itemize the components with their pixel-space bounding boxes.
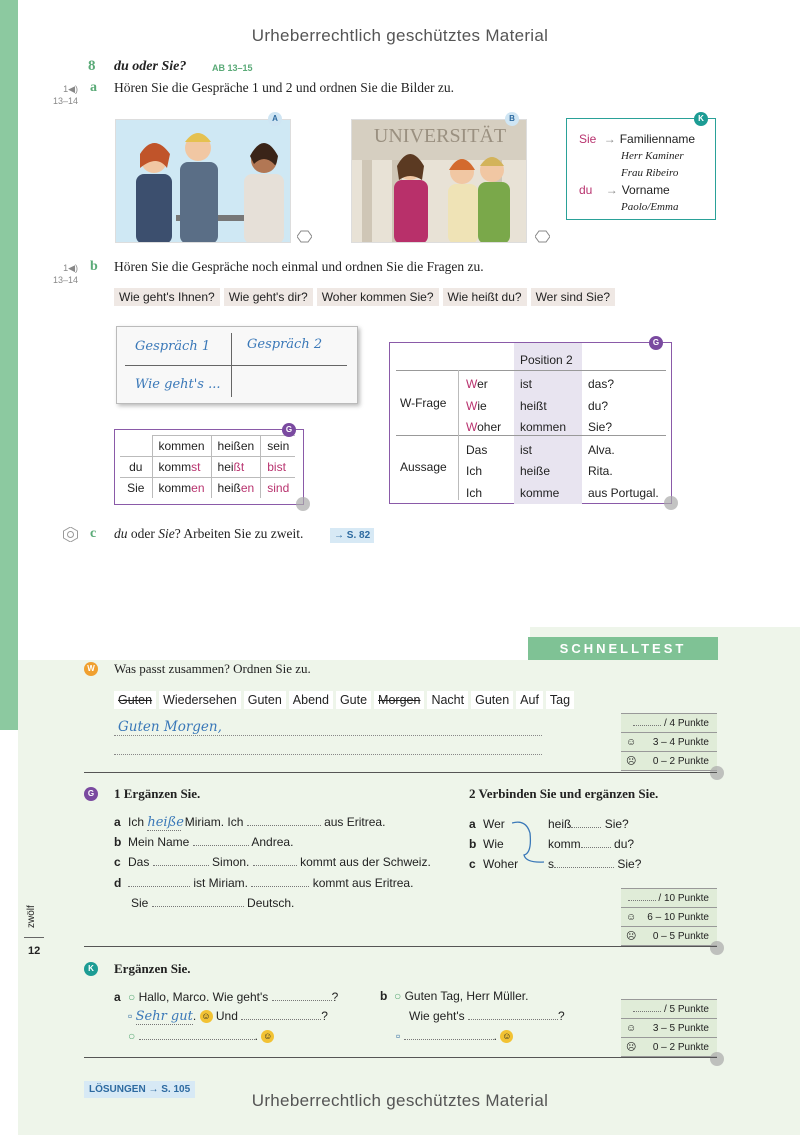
conj-ending: en [240, 481, 255, 495]
instruction-b: Hören Sie die Gespräche noch einmal und ordnen Sie die Fragen zu. [114, 259, 484, 274]
question-chip[interactable]: Wer sind Sie? [531, 288, 615, 306]
blank[interactable] [253, 854, 297, 866]
solutions-link[interactable]: LÖSUNGEN → S. 105 [84, 1081, 195, 1098]
gram-rest: Rita. [588, 464, 613, 478]
divider [84, 1057, 717, 1058]
wfrage-word: ie [477, 398, 487, 413]
gram-a: Das [466, 442, 488, 457]
divider [84, 946, 717, 947]
gram-rest: Alva. [588, 442, 615, 457]
gram-verb: ist [520, 377, 532, 391]
blue-square-icon: ▫ [128, 1009, 133, 1023]
g-badge: G [649, 336, 663, 350]
gram-a: Ich [466, 485, 483, 500]
conj-pronoun: du [120, 457, 152, 478]
gram-verb: heißt [520, 398, 547, 413]
audio-track-number: 13–14 [52, 275, 78, 285]
du-word: du [114, 526, 128, 541]
sie-label: Sie [579, 132, 597, 146]
conj-head: sein [261, 436, 296, 457]
arrow-icon: → [605, 183, 618, 197]
audio-track-b[interactable] [38, 262, 78, 286]
smile-icon: ☺ [626, 737, 637, 748]
conj-form: sind [261, 478, 296, 499]
conj-pronoun: Sie [120, 478, 152, 499]
k-a-line1: a ○ Hallo, Marco. Wie geht's ? [114, 990, 339, 1004]
g-task2-title: 2 Verbinden Sie und ergänzen Sie. [469, 786, 659, 801]
g1-row-d: d ist Miriam. kommt aus Eritrea. [114, 876, 414, 890]
k-task-title: Ergänzen Sie. [114, 961, 191, 976]
word-chip[interactable]: Abend [289, 691, 333, 709]
gram-rest: Sie? [588, 420, 613, 434]
word-chip[interactable]: Gute [336, 691, 371, 709]
smile-icon: ☺ [626, 1023, 637, 1034]
score-bad: ☹ 0 – 2 Punkte [621, 752, 717, 771]
gram-col-a [466, 374, 501, 504]
question-chip[interactable]: Wie heißt du? [443, 288, 527, 306]
wfrage-word: oher [477, 420, 502, 434]
handwritten-answer: heiße [147, 815, 184, 830]
audio-track-number: 13–14 [52, 96, 78, 106]
w-badge: W [84, 662, 98, 676]
blank[interactable] [152, 895, 244, 907]
word-chip[interactable]: Guten [114, 691, 156, 709]
zoom-icon[interactable] [710, 1052, 724, 1066]
zoom-icon[interactable] [710, 766, 724, 780]
conj-stem: komm [158, 460, 192, 474]
smile-icon: ☺ [263, 1031, 273, 1042]
divider [84, 772, 717, 773]
conj-ending: st [191, 460, 201, 474]
wfrage-word: er [477, 377, 488, 391]
question-chips [114, 288, 619, 306]
score-box-1 [621, 713, 717, 771]
pair-work-icon [63, 527, 78, 542]
audio-icon-label: 1◀) [63, 84, 78, 94]
audio-icon-label: 1◀) [63, 263, 78, 273]
word-chip[interactable]: Guten [471, 691, 513, 709]
gram-verb: ist [520, 442, 532, 457]
du-label: du [579, 183, 593, 197]
g2-left-col: a Wer b Wie c Woher [469, 817, 519, 871]
answer-hexagon-a[interactable] [297, 230, 312, 243]
position2-label: Position 2 [520, 353, 573, 367]
conjugation-box [114, 429, 304, 505]
university-sign: UNIVERSITÄT [373, 125, 507, 147]
g1-row-e: Sie Deutsch. [131, 896, 295, 910]
gram-col-c [588, 374, 659, 504]
note-entry: Wie geht's ... [135, 377, 221, 392]
g1-row-b: b Mein Name Andrea. [114, 835, 294, 849]
g1-row-a: a Ich heiße Miriam. Ich aus Eritrea. [114, 815, 386, 830]
note-card [116, 326, 358, 404]
page-number: 12 [28, 945, 41, 957]
sub-letter-b: b [90, 259, 98, 274]
picture-b [351, 119, 527, 243]
k-badge: K [694, 112, 708, 126]
sie-word: Sie [158, 526, 175, 541]
word-chip[interactable]: Auf [516, 691, 543, 709]
gram-verb: kommen [520, 420, 567, 434]
word-chip[interactable]: Tag [546, 691, 574, 709]
green-bullet-icon: ○ [394, 989, 402, 1003]
schnelltest-header: SCHNELLTEST [528, 637, 718, 660]
gram-rest: das? [588, 377, 615, 391]
w-initial: W [466, 377, 478, 391]
blank[interactable] [247, 814, 321, 826]
score-good: ☺ 3 – 4 Punkte [621, 733, 717, 752]
page-word: zwölf [26, 905, 37, 928]
blue-square-icon: ▫ [396, 1029, 401, 1043]
sub-letter-a: a [90, 80, 97, 95]
word-chip[interactable]: Morgen [374, 691, 424, 709]
score-good: ☺ 3 – 5 Punkte [621, 1019, 717, 1038]
g-badge: G [282, 423, 296, 437]
word-chip[interactable]: Guten [244, 691, 286, 709]
du-example: Paolo/Emma [621, 201, 679, 213]
w-initial: W [466, 398, 478, 413]
exercise-number: 8 [88, 58, 96, 74]
wfrage-label: W-Frage [400, 396, 447, 410]
blank[interactable] [193, 834, 249, 846]
page-ref-link[interactable]: → S. 82 [330, 528, 374, 543]
conj-stem: komm [158, 481, 192, 495]
watermark-bottom: Urheberrechtlich geschütztes Material [251, 1091, 549, 1110]
handwritten-answer: Guten Morgen, [118, 719, 222, 735]
question-chip[interactable]: Woher kommen Sie? [317, 288, 439, 306]
conj-stem: heiß [217, 481, 241, 495]
answer-line[interactable] [114, 735, 542, 736]
word-chip[interactable]: Wiedersehen [159, 691, 241, 709]
gram-rest: du? [588, 398, 609, 413]
k-b-line2: Wie geht's ? [409, 1009, 565, 1023]
g1-row-c: c Das Simon. kommt aus der Schweiz. [114, 855, 431, 869]
note-col1: Gespräch 1 [135, 339, 211, 354]
score-total: / 5 Punkte [621, 1000, 717, 1019]
blank[interactable] [251, 875, 309, 887]
g-task1-title: 1 Ergänzen Sie. [114, 786, 201, 801]
conj-stem: hei [217, 460, 234, 474]
sie-example-1: Herr Kaminer [621, 150, 684, 162]
picture-b-badge: B [505, 112, 519, 126]
watermark-top: Urheberrechtlich geschütztes Material [251, 26, 549, 45]
gram-verb: komme [520, 485, 560, 500]
gram-rest: aus Portugal. [588, 485, 659, 500]
word-chip[interactable]: Nacht [427, 691, 468, 709]
green-bullet-icon: ○ [128, 990, 136, 1004]
panel-cutout [18, 627, 530, 660]
g2-right-col: heiß Sie? komm du? s Sie? [548, 817, 642, 871]
neutral-face-icon: ☹ [626, 931, 637, 942]
audio-track-a[interactable] [38, 83, 78, 107]
gram-a: Ich [466, 464, 483, 478]
zoom-icon[interactable] [664, 496, 678, 510]
conj-ending: ßt [233, 460, 245, 474]
instruction-w: Was passt zusammen? Ordnen Sie zu. [114, 661, 311, 676]
note-col2: Gespräch 2 [247, 337, 323, 352]
zoom-icon[interactable] [296, 497, 310, 511]
neutral-face-icon: ☹ [626, 756, 637, 767]
aussage-label: Aussage [400, 460, 447, 474]
grammar-box [389, 342, 672, 504]
instruction-a: Hören Sie die Gespräche 1 und 2 und ordnen Sie die Bilder zu. [114, 80, 455, 95]
k-badge: K [84, 962, 98, 976]
score-box-3 [621, 999, 717, 1057]
score-total: / 10 Punkte [621, 889, 717, 908]
score-total: / 4 Punkte [621, 714, 717, 733]
instruction-rest: ? Arbeiten Sie zu zweit. [174, 526, 304, 541]
blank[interactable] [128, 875, 190, 887]
score-box-2 [621, 888, 717, 946]
picture-a-badge: A [268, 112, 282, 126]
smile-icon: ☺ [502, 1031, 512, 1042]
workbook-ref[interactable]: AB 13–15 [212, 63, 253, 73]
smile-icon: ☺ [626, 912, 637, 923]
instruction-c [114, 526, 303, 542]
score-bad: ☹ 0 – 5 Punkte [621, 927, 717, 946]
handwritten-answer: Sehr gut [135, 1009, 193, 1024]
oder-word: oder [127, 526, 159, 541]
connecting-line [512, 818, 552, 864]
question-chip[interactable]: Wie geht's Ihnen? [114, 288, 220, 306]
k-b-line1: b ○ Guten Tag, Herr Müller. [380, 989, 529, 1003]
word-chips [114, 691, 577, 709]
green-bullet-icon: ○ [128, 1029, 136, 1043]
g-badge: G [84, 787, 98, 801]
k-a-line2: ▫ Sehr gut. ☺ Und ? [128, 1009, 328, 1024]
zoom-icon[interactable] [710, 941, 724, 955]
sub-letter-c: c [90, 526, 97, 541]
page-divider [24, 937, 44, 938]
illustration-university-icon [352, 120, 527, 243]
illustration-cafe-icon [116, 120, 291, 243]
kommunikation-box [566, 118, 716, 220]
smile-icon: ☺ [201, 1011, 211, 1022]
left-color-strip [0, 0, 18, 730]
answer-line[interactable] [114, 754, 542, 755]
conj-head: heißen [211, 436, 261, 457]
picture-a [115, 119, 291, 243]
k-a-line3: ○ . ☺ [128, 1029, 273, 1043]
familienname-label: Familienname [619, 132, 696, 146]
w-initial: W [466, 420, 478, 434]
k-b-line3: ▫ . ☺ [396, 1029, 512, 1043]
question-chip[interactable]: Wie geht's dir? [224, 288, 313, 306]
answer-hexagon-b[interactable] [535, 230, 550, 243]
gram-verb: heiße [520, 464, 551, 478]
conj-ending: en [191, 481, 205, 495]
exercise-title: du oder Sie? [114, 59, 187, 74]
score-bad: ☹ 0 – 2 Punkte [621, 1038, 717, 1057]
strip-notch [0, 700, 18, 730]
blank[interactable] [153, 854, 209, 866]
conj-form: bist [261, 457, 296, 478]
arrow-icon: → [603, 132, 616, 146]
neutral-face-icon: ☹ [626, 1042, 637, 1053]
vorname-label: Vorname [621, 183, 670, 197]
conj-head: kommen [152, 436, 211, 457]
gram-col-b [520, 374, 566, 504]
score-good: ☺ 6 – 10 Punkte [621, 908, 717, 927]
sie-example-2: Frau Ribeiro [621, 167, 679, 179]
